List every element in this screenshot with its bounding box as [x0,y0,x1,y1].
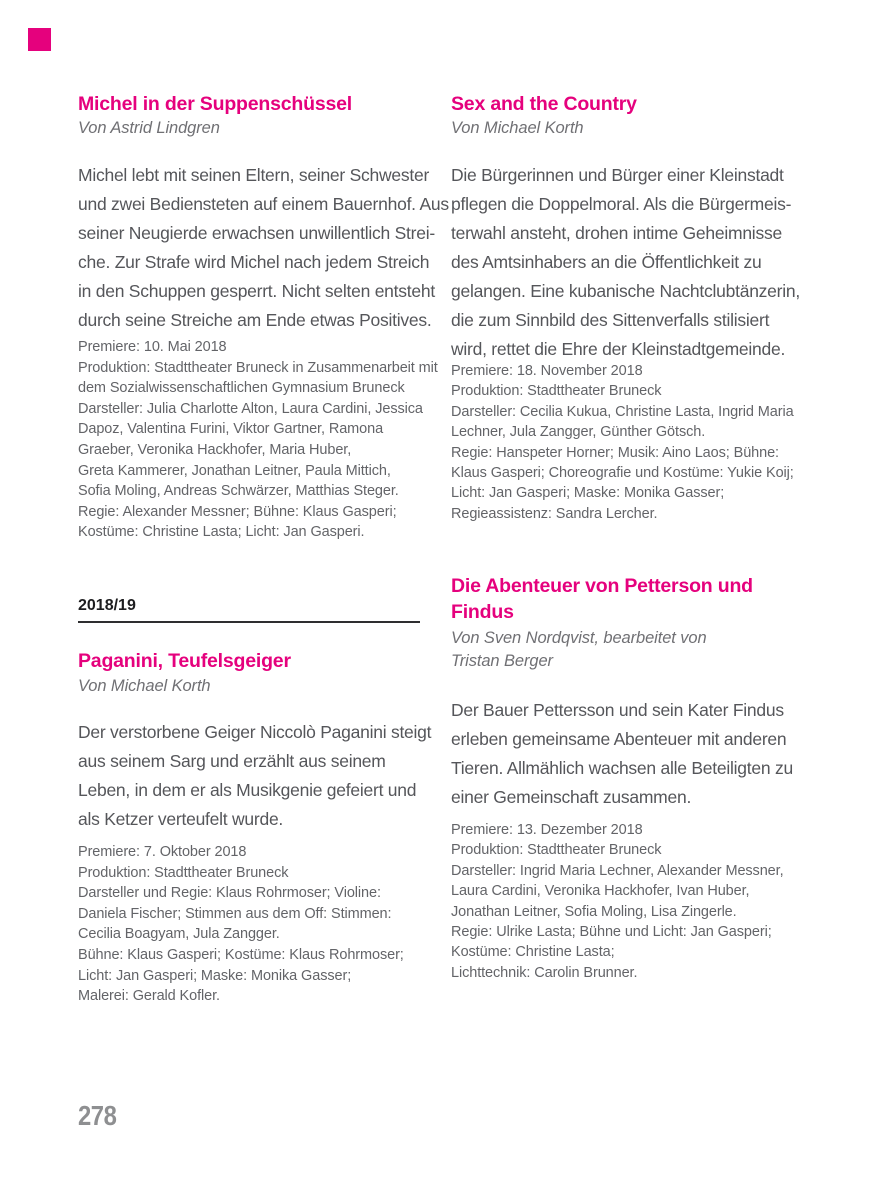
production-author-michel: Von Astrid Lindgren [78,119,220,137]
production-credits-sex-and-the-country: Premiere: 18. November 2018 Produktion: Stadttheater Bruneck Darsteller: Cecilia Kukua, Christine Lasta, Ingrid Maria Lechner, Jula Zangger, Günther Götsch. Regie: Hanspeter Horner; Musik: Aino Laos; Bühne: Klaus Gasperi; Choreografie und Kostüme: Yukie Koij; Licht: Jan Gasperi; Maske: Monika Gasser; Regieassistenz: Sandra Lercher. [451,363,794,522]
production-title-paganini: Paganini, Teufelsgeiger [78,650,291,672]
production-synopsis-sex-and-the-country: Die Bürgerinnen und Bürger einer Kleinstadt pflegen die Doppelmoral. Als die Bürgermeis- terwahl ansteht, drohen intime Geheimnisse des Amtsinhabers an die Öffentlichkeit zu gelangen. Eine kubanische Nachtclubtänzerin, die zum Sinnbild des Sittenverfalls stilisiert wird, rettet die Ehre der Kleinstadtgemeinde. [451,165,800,359]
production-credits-michel: Premiere: 10. Mai 2018 Produktion: Stadttheater Bruneck in Zusammenarbeit mit dem Sozialwissenschaftlichen Gymnasium Bruneck Darsteller: Julia Charlotte Alton, Laura Cardini, Jessica Dapoz, Valentina Furini, Viktor Gartner, Ramona Graeber, Veronika Hackhofer, Maria Huber, Greta Kammerer, Jonathan Leitner, Paula Mittich, Sofia Moling, Andreas Schwärzer, Matthias Steger. Regie: Alexander Messner; Bühne: Klaus Gasperi; Kostüme: Christine Lasta; Licht: Jan Gasperi. [78,339,438,541]
season-heading: 2018/19 [78,597,136,614]
page-corner-marker [28,28,51,51]
production-title-michel: Michel in der Suppenschüssel [78,93,352,115]
production-synopsis-petterson-findus: Der Bauer Pettersson und sein Kater Findus erleben gemeinsame Abenteuer mit anderen Tieren. Allmählich wachsen alle Beteiligten zu einer Gemeinschaft zusammen. [451,700,793,807]
production-credits-paganini: Premiere: 7. Oktober 2018 Produktion: Stadttheater Bruneck Darsteller und Regie: Klaus Rohrmoser; Violine: Daniela Fischer; Stimmen aus dem Off: Stimmen: Cecilia Boagyam, Jula Zangger. Bühne: Klaus Gasperi; Kostüme: Klaus Rohrmoser; Licht: Jan Gasperi; Maske: Monika Gasser; Malerei: Gerald Kofler. [78,844,404,1005]
production-author-paganini: Von Michael Korth [78,677,211,695]
production-synopsis-paganini: Der verstorbene Geiger Niccolò Paganini steigt aus seinem Sarg und erzählt aus seinem Leben, in dem er als Musikgenie gefeiert und als Ketzer verteufelt wurde. [78,722,432,829]
page-number: 278 [78,1100,117,1131]
production-author-petterson-findus: Von Sven Nordqvist, bearbeitet von Tristan Berger [451,629,707,670]
production-title-sex-and-the-country: Sex and the Country [451,93,637,115]
production-author-sex-and-the-country: Von Michael Korth [451,119,584,137]
production-synopsis-michel: Michel lebt mit seinen Eltern, seiner Schwester und zwei Bediensteten auf einem Bauernhof. Aus seiner Neugierde erwachsen unwillentlich Strei- che. Zur Strafe wird Michel nach jedem Streich in den Schuppen gesperrt. Nicht selten entsteht durch seine Streiche am Ende etwas Positives. [78,165,449,330]
production-title-petterson-findus: Die Abenteuer von Petterson und Findus [451,575,753,623]
season-divider-rule [78,621,420,623]
production-credits-petterson-findus: Premiere: 13. Dezember 2018 Produktion: Stadttheater Bruneck Darsteller: Ingrid Maria Lechner, Alexander Messner, Laura Cardini, Veronika Hackhofer, Ivan Huber, Jonathan Leitner, Sofia Moling, Lisa Zingerle. Regie: Ulrike Lasta; Bühne und Licht: Jan Gasperi; Kostüme: Christine Lasta; Lichttechnik: Carolin Brunner. [451,822,784,981]
